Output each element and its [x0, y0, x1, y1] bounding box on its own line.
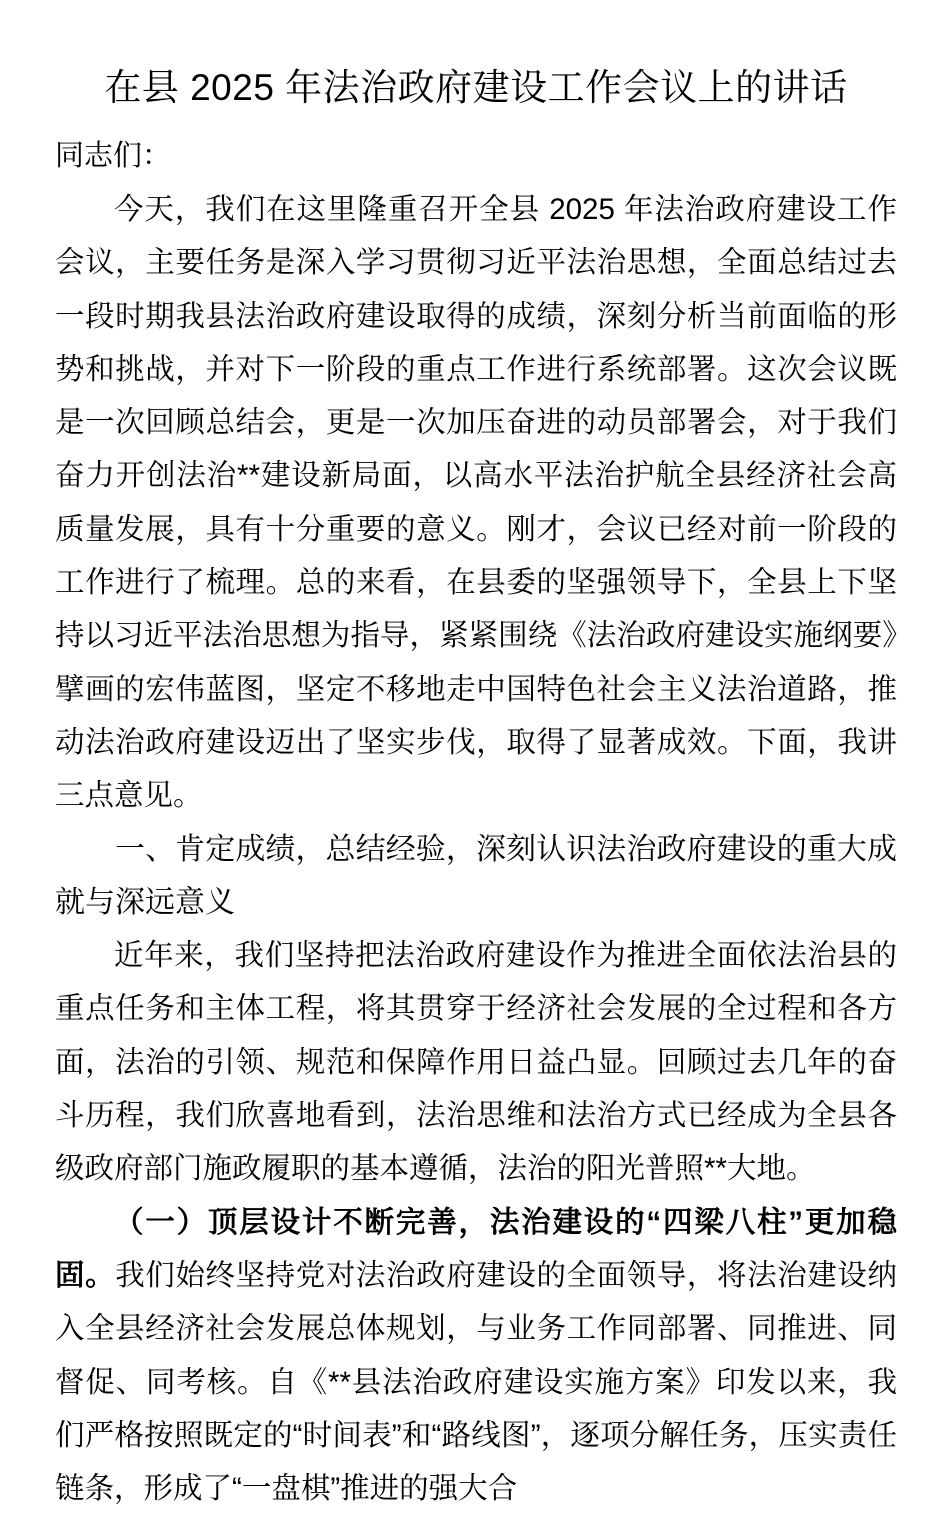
subsection-body-text: 我们始终坚持党对法治政府建设的全面领导，将法治建设纳入全县经济社会发展总体规划，与业务工作同部署、同推进、同督促、同考核。自《**县法治政府建设实施方案》印发以来，我们严格按照既定的“时间表”和“路线图”，逐项分解任务，压实责任链条，形成了“一盘棋”推进的强大合	[55, 1258, 897, 1506]
subsection-bold-lead: （一）顶层设计不断完善，法治建设的“四梁八柱”更加稳固。	[55, 1205, 897, 1292]
section-heading-1: 一、肯定成绩，总结经验，深刻认识法治政府建设的重大成就与深远意义	[55, 832, 897, 919]
paragraph-opening: 今天，我们在这里隆重召开全县 2025 年法治政府建设工作会议，主要任务是深入学习贯彻习近平法治思想，全面总结过去一段时期我县法治政府建设取得的成绩，深刻分析当前面临的形势和挑战，并对下一阶段的重点工作进行系统部署。这次会议既是一次回顾总结会，更是一次加压奋进的动员部署会，对于我们奋力开创法治**建设新局面，以高水平法治护航全县经济社会高质量发展，具有十分重要的意义。刚才，会议已经对前一阶段的工作进行了梳理。总的来看，在县委的坚强领导下，全县上下坚持以习近平法治思想为指导，紧紧围绕《法治政府建设实施纲要》擘画的宏伟蓝图，坚定不移地走中国特色社会主义法治道路，推动法治政府建设迈出了坚实步伐，取得了显著成效。下面，我讲三点意见。	[55, 193, 897, 813]
salutation-line: 同志们：	[55, 140, 172, 172]
paragraph-section-1-intro: 近年来，我们坚持把法治政府建设作为推进全面依法治县的重点任务和主体工程，将其贯穿于经济社会发展的全过程和各方面，法治的引领、规范和保障作用日益凸显。回顾过去几年的奋斗历程，我们欣喜地看到，法治思维和法治方式已经成为全县各级政府部门施政履职的基本遵循，法治的阳光普照**大地。	[55, 939, 897, 1186]
document-content	[55, 0, 897, 1515]
page-title: 在县 2025 年法治政府建设工作会议上的讲话	[104, 67, 848, 108]
paragraph-section-1-1	[55, 1196, 897, 1515]
